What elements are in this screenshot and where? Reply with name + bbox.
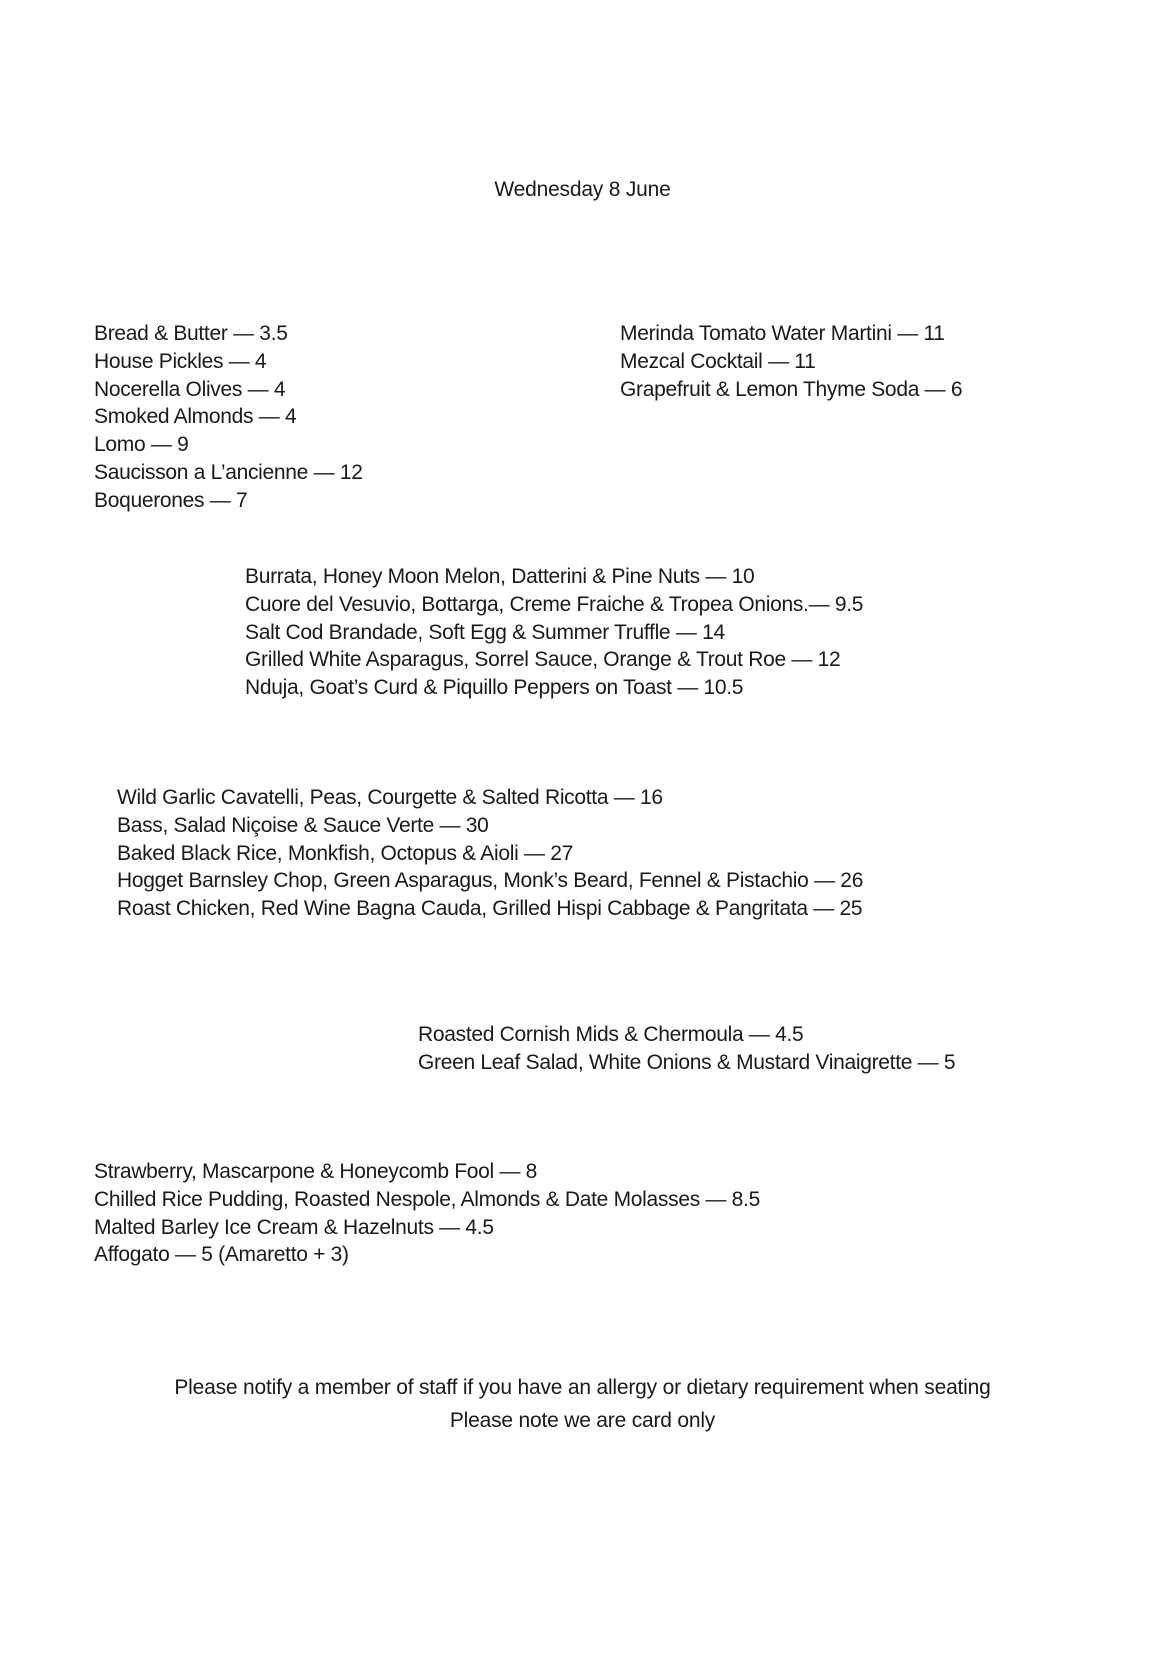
sides-list bbox=[418, 1021, 955, 1077]
mains-list bbox=[117, 784, 863, 923]
menu-item: Merinda Tomato Water Martini — 11 bbox=[620, 322, 945, 345]
allergy-notice: Please notify a member of staff if you have an allergy or dietary requirement when seating bbox=[174, 1376, 991, 1399]
menu-item: Baked Black Rice, Monkfish, Octopus & Aioli — 27 bbox=[117, 841, 573, 865]
menu-item: Strawberry, Mascarpone & Honeycomb Fool — 8 bbox=[94, 1160, 538, 1183]
drinks-list bbox=[620, 320, 962, 403]
desserts-list bbox=[94, 1158, 760, 1269]
menu-item: Bread & Butter — 3.5 bbox=[94, 322, 288, 345]
menu-item: Grapefruit & Lemon Thyme Soda — 6 bbox=[620, 377, 963, 401]
menu-item: Roasted Cornish Mids & Chermoula — 4.5 bbox=[418, 1023, 804, 1046]
menu-item: Salt Cod Brandade, Soft Egg & Summer Truffle — 14 bbox=[245, 620, 725, 644]
menu-item: Malted Barley Ice Cream & Hazelnuts — 4.5 bbox=[94, 1215, 494, 1239]
payment-notice: Please note we are card only bbox=[449, 1409, 716, 1432]
menu-item: Bass, Salad Niçoise & Sauce Verte — 30 bbox=[117, 813, 489, 837]
menu-item: Roast Chicken, Red Wine Bagna Cauda, Grilled Hispi Cabbage & Pangritata — 25 bbox=[117, 897, 863, 921]
starters-list bbox=[245, 563, 863, 702]
menu-item: Hogget Barnsley Chop, Green Asparagus, Monk’s Beard, Fennel & Pistachio — 26 bbox=[117, 869, 864, 893]
menu-item: Nocerella Olives — 4 bbox=[94, 377, 286, 401]
footer-notes bbox=[0, 1371, 1165, 1437]
menu-item: Saucisson a L’ancienne — 12 bbox=[94, 460, 363, 484]
menu-item: Green Leaf Salad, White Onions & Mustard Vinaigrette — 5 bbox=[418, 1050, 956, 1074]
menu-item: Burrata, Honey Moon Melon, Datterini & Pine Nuts — 10 bbox=[245, 565, 755, 588]
snacks-list bbox=[94, 320, 363, 515]
menu-item: Affogato — 5 (Amaretto + 3) bbox=[94, 1243, 349, 1267]
menu-item: Chilled Rice Pudding, Roasted Nespole, Almonds & Date Molasses — 8.5 bbox=[94, 1187, 760, 1211]
menu-date: Wednesday 8 June bbox=[494, 178, 671, 201]
menu-item: Cuore del Vesuvio, Bottarga, Creme Fraiche & Tropea Onions.— 9.5 bbox=[245, 592, 864, 616]
menu-item: Nduja, Goat’s Curd & Piquillo Peppers on Toast — 10.5 bbox=[245, 676, 744, 700]
menu-item: House Pickles — 4 bbox=[94, 349, 267, 373]
menu-item: Smoked Almonds — 4 bbox=[94, 405, 297, 429]
menu-item: Boquerones — 7 bbox=[94, 488, 248, 512]
menu-item: Mezcal Cocktail — 11 bbox=[620, 349, 816, 373]
menu-item: Grilled White Asparagus, Sorrel Sauce, Orange & Trout Roe — 12 bbox=[245, 648, 841, 672]
menu-item: Lomo — 9 bbox=[94, 433, 189, 457]
menu-item: Wild Garlic Cavatelli, Peas, Courgette & Salted Ricotta — 16 bbox=[117, 786, 663, 809]
